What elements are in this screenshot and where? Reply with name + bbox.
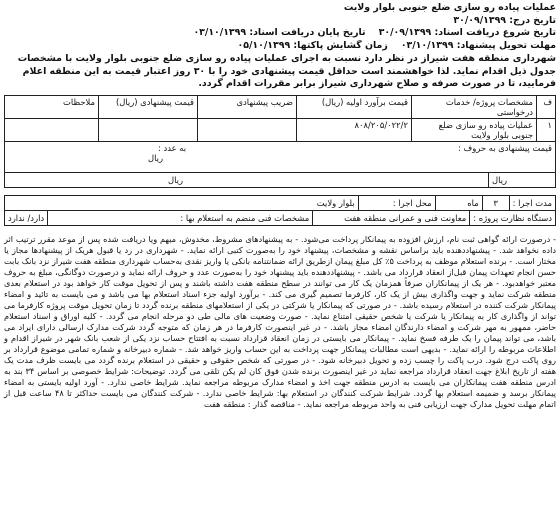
col-header-estimate: قیمت برآورد اولیه (ریال): [297, 95, 412, 118]
receive-start: تاریخ شروع دریافت اسناد: ۳۰/۰۹/۱۳۹۹: [378, 27, 556, 39]
cell-project: عملیات پیاده رو سازی ضلع جنوبی بلوار ولایت: [412, 118, 537, 141]
issue-date: تاریخ درج: ۳۰/۰۹/۱۳۹۹: [453, 14, 556, 26]
table-header-row: [5, 95, 556, 118]
header: [4, 2, 556, 52]
col-header-project: مشخصات پروژه/ خدمات درخواستی: [412, 95, 537, 118]
currency-left: ریال: [168, 174, 184, 185]
table-row: [5, 118, 556, 141]
cell-index: ۱: [537, 118, 556, 141]
terms-text: - درصورت ارائه گواهی ثبت نام، ارزش افزوده به پیمانکار پرداخت می‌شود. - به پیشنهادهای مشروط، مخدوش، مبهم ویا دریافت شده پس از موعد مقرر ترتیب اثر داده نخواهد شد. - پیشنهاددهنده باید براساس نقشه و مشخصات، پیشنهاد خود را به‌صورت کتبی ارائه نماید. - شهرداری در رد یا قبول هریک از پیشنهادها مجاز یا مختار است. - برنده استعلام موظف به پرداخت ۵٪ کل مبلغ پیمان از‌طریق ارائه ضمانتنامه بانکی یا واریز نقدی به‌حساب شهرداری منطقه هفت شیراز نزد بانک بابت حسن انجام تعهدات پیمان قبل‌از انعقاد قرارداد می باشد. - پیشنهاددهنده باید پیشنهاد خود را به‌صورت عدد و حروف ارائه نماید و درصورت دوگانگی، مبلغ به حروف معتبر خواهدبود. - هر یک از پیمانکاران صرفاً همزمان یک کار می توانند در سطح منطقه هفت داشته باشند و پس از تحویل موقت کار خواهد بود در استعلام بعدی منطقه شرکت نماید و جهت واگذاری بیش از یک کار، کارفرما تصمیم گیری می کند. - برآورد اولیه جزء اسناد استعلام بها می باشد و می بایست به تائید و امضاء پیمانکار شرکت کننده در استعلام رسیده باشد. - در صورتی که پیمانکار یا شرکتی در یکی از استعلامهای منطقه برنده گردد تا زمان تحویل موقت پروژه کارفرما می تواند از واگذاری کار به پیمانکار یا شرکت یا شخص حقیقی امتناع نماید. - صورت وضعیت های مالی طی دو مرحله انجام می گردد. - کلیه اوراق و اسناد استعلام حاضر، ممهور به مهر شرکت و امضاء دارندگان امضاء مجاز باشد. - در غیر اینصورت کارفرما در هر زمان که متوجه گردد شرکت مدارک ارسالی دارای ایراد می باشد، می تواند پیمان را یک طرفه فسخ نماید. - پیمانکار می بایستی در زمان انعقاد قرارداد نسبت به افتتاح حساب نزد یکی از شعب بانک شهر در شیراز اقدام و اطلاعات مربوطه را ارائه نماید. - بدیهی است مطالبات پیمانکار جهت پرداخت به این حساب واریز خواهد شد. - شماره دبیرخانه و شماره تمامی موضوع قرارداد بر روی پاکت درج شود. درب پاکت را چسب زده و تحویل دبیرخانه شود. - در صورتی که شخص حقوقی و حقیقی در استعلام برنده گردد می بایست ظرف مدت یک هفته از تاریخ ابلاغ جهت انعقاد قرارداد مراجعه نماید در غیر اینصورت برنده شدن فوق کان لم یکن تلقی می گردد. توضیحات: شرایط خصوصی بر اساس ۳۴ بند به ادرس منطقه هفت پیمانکاران می بایست به ادرس منطقه جهت اخذ و امضاء مدارک مربوطه مراجعه نماید. شرایط خاصی ندارد. - آورد اولیه بایستی به امضاء پیمانکار برسد و ضمیمه استعلام بها گردد. شرایط شرکت کنندگان در استعلام بها: شرایط خاصی ندارد. - شرکت کنندگان می بایست حداکثر تا ۴۸ ساعت قبل از اتمام مهلت تحویل مدارک جهت ارزیابی فنی به واحد مربوطه مراجعه نماید. - مناقصه گذار : منطقه هفت: [4, 233, 557, 409]
cell-coefficient[interactable]: [198, 118, 297, 141]
currency-row: [4, 173, 556, 188]
summary-line-1: [8, 143, 552, 153]
duration-label: مدت اجرا :: [509, 196, 555, 210]
deadline-dates: [4, 40, 556, 53]
cell-remarks[interactable]: [5, 118, 99, 141]
technical-spec-label: مشخصات فنی منضم به استعلام بها :: [47, 211, 312, 225]
duration-unit: ماه: [435, 196, 482, 210]
receive-end: تاریخ پایان دریافت اسناد: ۰۳/۱۰/۱۳۹۹: [193, 27, 366, 39]
technical-spec-value: دارد/ ندارد: [8, 212, 45, 223]
col-header-remarks: ملاحظات: [5, 95, 99, 118]
label-currency-digits: ریال: [148, 152, 164, 163]
col-header-index: ف: [537, 95, 556, 118]
delivery-deadline: مهلت تحویل پیشنهاد: ۰۳/۱۰/۱۳۹۹: [400, 39, 556, 51]
supervision-row: [4, 211, 556, 226]
summary-line-2: [8, 153, 552, 163]
duration-value: ۳: [482, 196, 509, 210]
location-label: محل اجرا :: [358, 196, 435, 210]
opening-time: زمان گشایش پاکتها: ۰۵/۱۰/۱۳۹۹: [237, 39, 388, 51]
col-header-proposed-price: قیمت پیشنهادی (ریال): [99, 95, 198, 118]
location-value: بلوار ولایت: [316, 197, 355, 208]
col-header-coefficient: ضریب پیشنهادی: [198, 95, 297, 118]
tender-title: عملیات پیاده رو سازی ضلع جنوبی بلوار ولایت: [343, 2, 556, 13]
cell-proposed-price[interactable]: [99, 118, 198, 141]
supervision-label: دستگاه نظارت پروژه :: [469, 211, 555, 225]
proposed-price-summary: [4, 142, 556, 173]
label-price-digits: به عدد :: [158, 142, 187, 153]
receive-dates: [4, 27, 556, 40]
supervision-value: معاونت فنی و عمرانی منطقه هفت: [312, 211, 469, 225]
cell-estimate: ۸۰۸/۲۰۵/۰۲۲/۲: [297, 118, 412, 141]
currency-right: ریال: [488, 173, 555, 187]
price-table: [4, 95, 556, 142]
execution-details: [4, 195, 556, 211]
label-price-letters: قیمت پیشنهادی به حروف :: [458, 142, 552, 153]
intro-text: شهرداری منطقه هفت شیراز در نظر دارد نسبت به اجرای عملیات پیاده رو سازی ضلع جنوبی بلوار ولایت با مشخصات جدول ذیل اقدام نماید. لذا خواهشمند است حداقل قیمت پیشنهادی خود را با ۳۰ روز اعتبار قیمت به این منطقه اعلام فرمایید، تا در صورت صرفه و صلاح شهرداری شیراز برابر مقررات اقدام گردد.: [17, 53, 556, 90]
